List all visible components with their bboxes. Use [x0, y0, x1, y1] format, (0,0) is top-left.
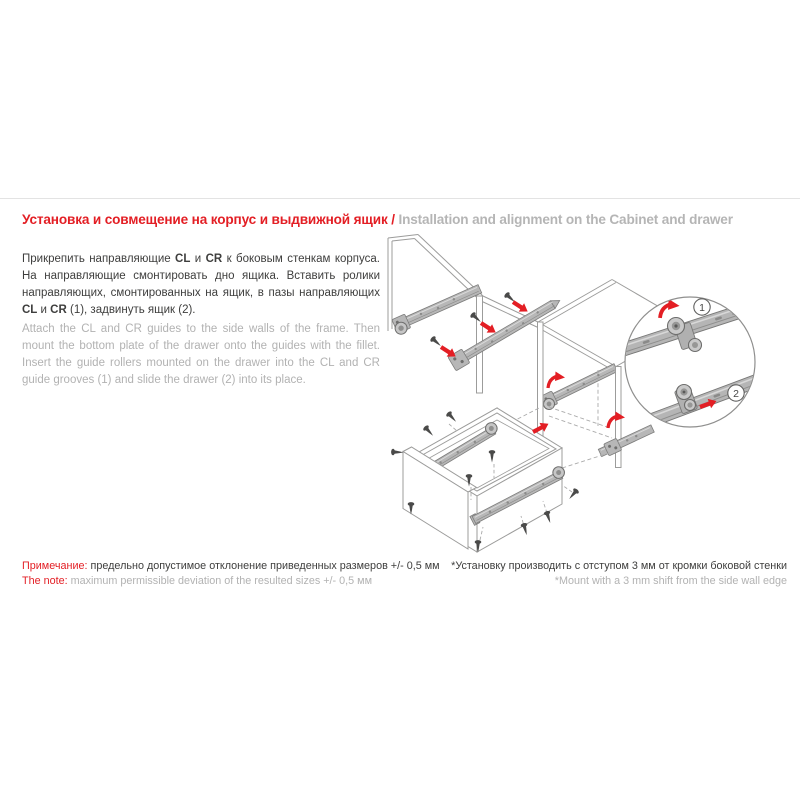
mounting-screw-icon [520, 522, 530, 536]
mounting-screw-icon [422, 424, 435, 438]
note-en-label: The note: [22, 575, 68, 588]
detail-roller-large [668, 318, 685, 335]
footnote-en: *Mount with a 3 mm shift from the side wall edge [554, 575, 787, 588]
intro-ru-bold-cr: CR [205, 252, 223, 265]
note-ru-text: предельно допустимое отклонение приведенных размеров +/- 0,5 мм [87, 560, 440, 572]
intro-ru-seg: и [37, 304, 51, 317]
title-en: Installation and alignment on the Cabinet and drawer [398, 212, 733, 228]
footnote-ru: *Установку производить с отступом 3 мм от кромки боковой стенки [451, 560, 787, 572]
callout-1-number: 1 [699, 301, 705, 314]
note-en-text: maximum permissible deviation of the resulted sizes +/- 0,5 мм [67, 575, 373, 588]
detail-roller-large [677, 385, 692, 400]
red-hook-arrow-icon [548, 372, 565, 389]
intro-ru-seg: (1), задвинуть ящик (2). [66, 304, 196, 317]
mounting-screw-icon [391, 449, 404, 456]
title-ru: Установка и совмещение на корпус и выдвижной ящик / [22, 212, 399, 228]
callout-1 [694, 299, 710, 315]
intro-ru-seg: к боковым стенкам корпуса. На направляющие смонтировать дно ящика. Вставить ролики направляющих, смонтированных на ящик, в пазы направляющих [22, 252, 380, 300]
note-ru-label: Примечание: [22, 560, 88, 572]
intro-ru-bold-cl: CL [22, 304, 38, 317]
intro-ru-bold-cr: CR [50, 304, 67, 317]
intro-paragraph-en: Attach the CL and CR guides to the side walls of the frame. Then mount the bottom plate of the drawer onto the guides with the fillet. Insert the guide rollers mounted on the drawer into the CL and CR guide grooves (1) and slide the drawer (2) into its place. [22, 322, 380, 387]
guide-rail-left-bay [391, 282, 484, 336]
guide-rail-bottom [597, 423, 655, 459]
intro-ru-seg: Прикрепить направляющие [22, 252, 176, 265]
mounting-screw-icon [429, 335, 443, 348]
callout-2-number: 2 [733, 387, 739, 400]
callout-2 [728, 385, 744, 401]
guide-rail-right-bay [539, 361, 619, 411]
detail-roller-small [689, 339, 702, 352]
detail-roller-small [685, 400, 696, 411]
intro-ru-seg: и [190, 252, 206, 265]
mounting-screw-icon [445, 410, 458, 424]
intro-ru-bold-cl: CL [175, 252, 191, 265]
mounting-screw-icon [567, 487, 580, 501]
mounting-screw-icon [543, 510, 553, 524]
